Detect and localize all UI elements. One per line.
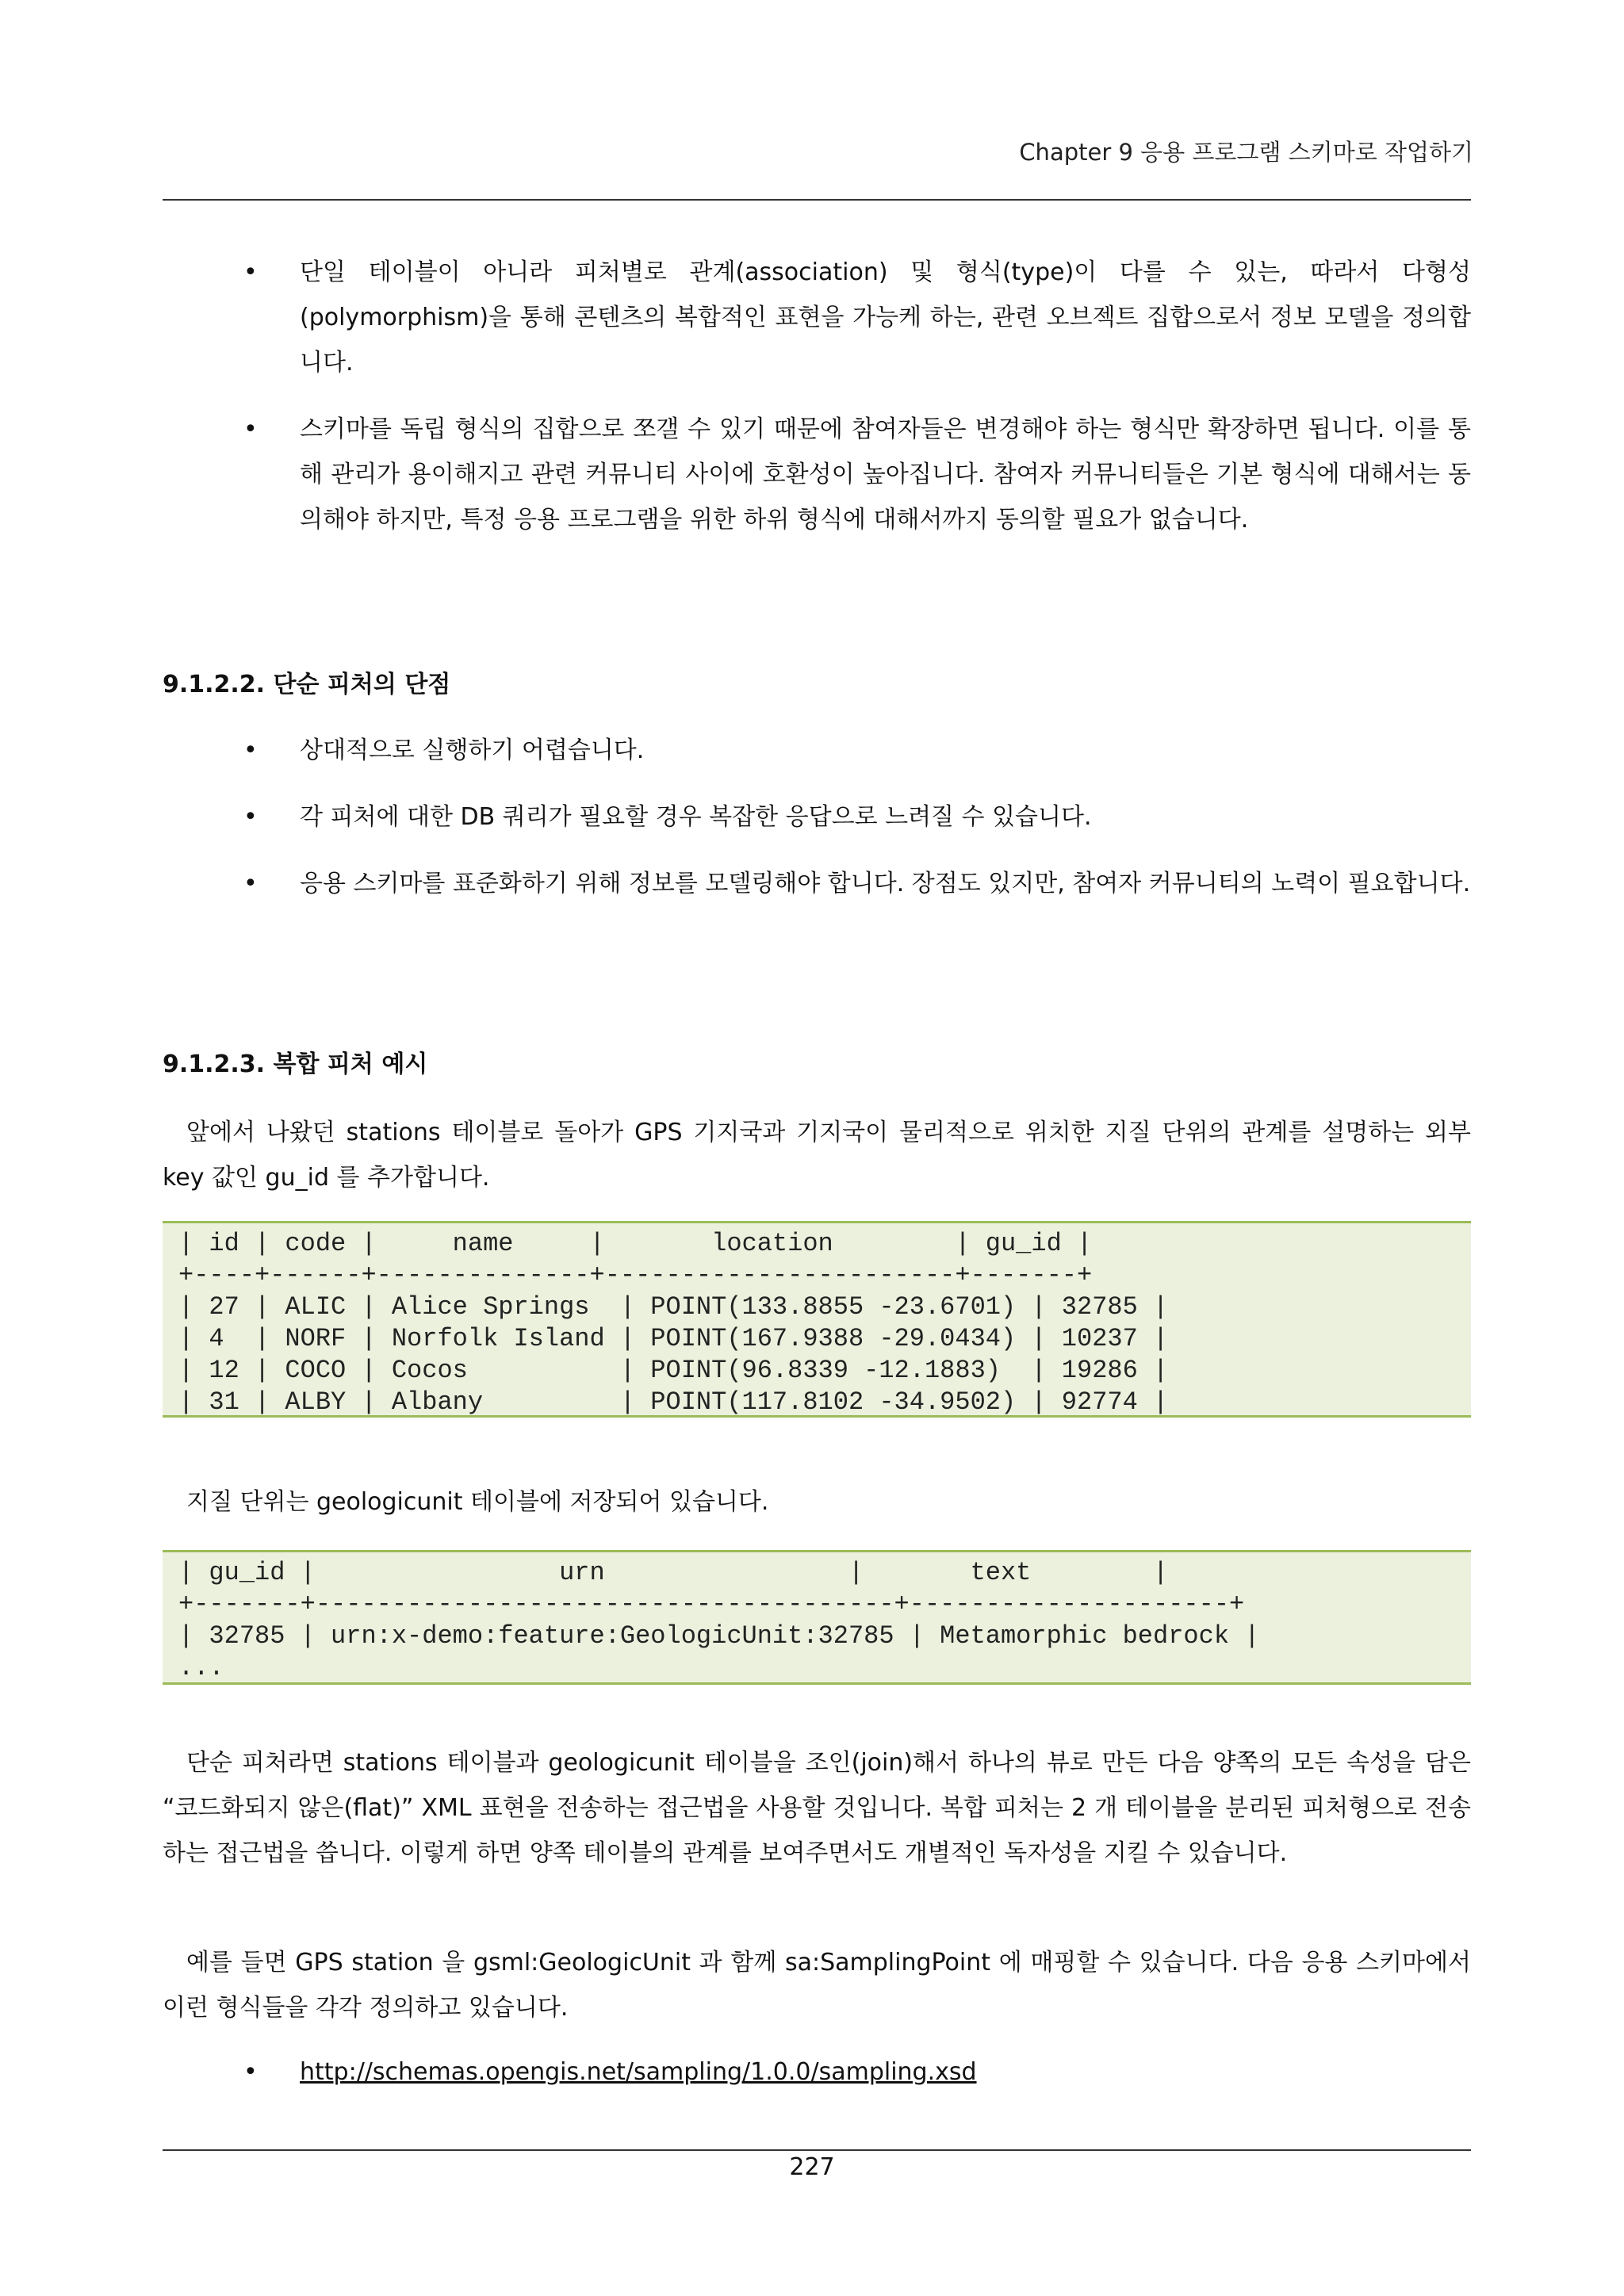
paragraph-geologic — [163, 1479, 1471, 1525]
list-item — [163, 728, 1471, 773]
code-line: ... — [178, 1653, 224, 1682]
intro-bullet-list — [163, 250, 1471, 542]
header-rule — [163, 199, 1471, 201]
code-line: | id | code | name | location | gu_id | — [178, 1229, 1093, 1258]
code-line: +-------+--------------------------------------+---------------------+ — [178, 1590, 1245, 1619]
code-line: | 31 | ALBY | Albany | POINT(117.8102 -34.9502) | 92774 | — [178, 1387, 1169, 1417]
list-item-text: 각 피처에 대한 DB 쿼리가 필요할 경우 복잡한 응답으로 느려질 수 있습니다. — [300, 803, 1092, 831]
paragraph-mapping — [163, 1940, 1471, 2030]
stations-table-code-block — [163, 1221, 1471, 1418]
list-item — [163, 407, 1471, 542]
list-item-text: 응용 스키마를 표준화하기 위해 정보를 모델링해야 합니다. 장점도 있지만, 참여자 커뮤니티의 노력이 필요합니다. — [300, 870, 1471, 897]
list-item — [163, 861, 1471, 906]
bullet-icon: • — [243, 2058, 258, 2086]
list-item — [163, 794, 1471, 840]
list-item — [163, 250, 1471, 385]
paragraph-text: 단순 피처라면 stations 테이블과 geologicunit 테이블을 조인(join)해서 하나의 뷰로 만든 다음 양쪽의 모든 속성을 담은 “코드화되지 않은(flat)” XML 표현을 전송하는 접근법을 사용할 것입니다. 복합 피처는 2 개 테이블을 분리된 피처형으로 전송하는 접근법을 씁니다. 이렇게 하면 양쪽 테이블의 관계를 보여주면서도 개별적인 독자성을 지킬 수 있습니다. — [163, 1749, 1471, 1867]
code-line: | 27 | ALIC | Alice Springs | POINT(133.8855 -23.6701) | 32785 | — [178, 1292, 1169, 1322]
list-item — [163, 2049, 1471, 2095]
bullet-icon: • — [243, 737, 258, 764]
geologic-table-code-block — [163, 1550, 1471, 1685]
paragraph-text: 예를 들면 GPS station 을 gsml:GeologicUnit 과 함께 sa:SamplingPoint 에 매핑할 수 있습니다. 다음 응용 스키마에서 이런 형식들을 각각 정의하고 있습니다. — [163, 1949, 1471, 2022]
list-item-text: 스키마를 독립 형식의 집합으로 쪼갤 수 있기 때문에 참여자들은 변경해야 하는 형식만 확장하면 됩니다. 이를 통해 관리가 용이해지고 관련 커뮤니티 사이에 호환성이 높아집니다. 참여자 커뮤니티들은 기본 형식에 대해서는 동의해야 하지만, 특정 응용 프로그램을 위한 하위 형식에 대해서까지 동의할 필요가 없습니다. — [300, 415, 1471, 534]
code-line: | gu_id | urn | text | — [178, 1558, 1169, 1587]
code-line: +----+------+--------------+-----------------------+-------+ — [178, 1261, 1093, 1290]
footer-rule — [163, 2149, 1471, 2151]
code-line: | 32785 | urn:x-demo:feature:GeologicUnit:32785 | Metamorphic bedrock | — [178, 1621, 1260, 1651]
bullet-icon: • — [243, 258, 258, 286]
bullet-icon: • — [243, 870, 258, 897]
list-item-text: 상대적으로 실행하기 어렵습니다. — [300, 737, 645, 764]
paragraph-stations — [163, 1110, 1471, 1200]
bullet-icon: • — [243, 803, 258, 831]
paragraph-text: 지질 단위는 geologicunit 테이블에 저장되어 있습니다. — [186, 1488, 769, 1516]
running-header: Chapter 9 응용 프로그램 스키마로 작업하기 — [1019, 139, 1473, 166]
schema-link-list — [163, 2049, 1471, 2095]
list-item-text: 단일 테이블이 아니라 피처별로 관계(association) 및 형식(type)이 다를 수 있는, 따라서 다형성(polymorphism)을 통해 콘텐츠의 복합적인 표현을 가능케 하는, 관련 오브젝트 집합으로서 정보 모델을 정의합니다. — [300, 258, 1471, 377]
page-number: 227 — [789, 2153, 835, 2181]
paragraph-join — [163, 1740, 1471, 1876]
paragraph-text: 앞에서 나왔던 stations 테이블로 돌아가 GPS 기지국과 기지국이 물리적으로 위치한 지질 단위의 관계를 설명하는 외부 key 값인 gu_id 를 추가합니다. — [163, 1119, 1471, 1192]
disadvantages-bullet-list — [163, 728, 1471, 906]
sampling-schema-link[interactable]: http://schemas.opengis.net/sampling/1.0.0/sampling.xsd — [300, 2058, 977, 2086]
code-line: | 12 | COCO | Cocos | POINT(96.8339 -12.1883) | 19286 | — [178, 1356, 1169, 1385]
section-heading-9-1-2-2: 9.1.2.2. 단순 피처의 단점 — [163, 671, 451, 698]
bullet-icon: • — [243, 415, 258, 443]
code-line: | 4 | NORF | Norfolk Island | POINT(167.9388 -29.0434) | 10237 | — [178, 1324, 1169, 1353]
section-heading-9-1-2-3: 9.1.2.3. 복합 피처 예시 — [163, 1050, 428, 1078]
